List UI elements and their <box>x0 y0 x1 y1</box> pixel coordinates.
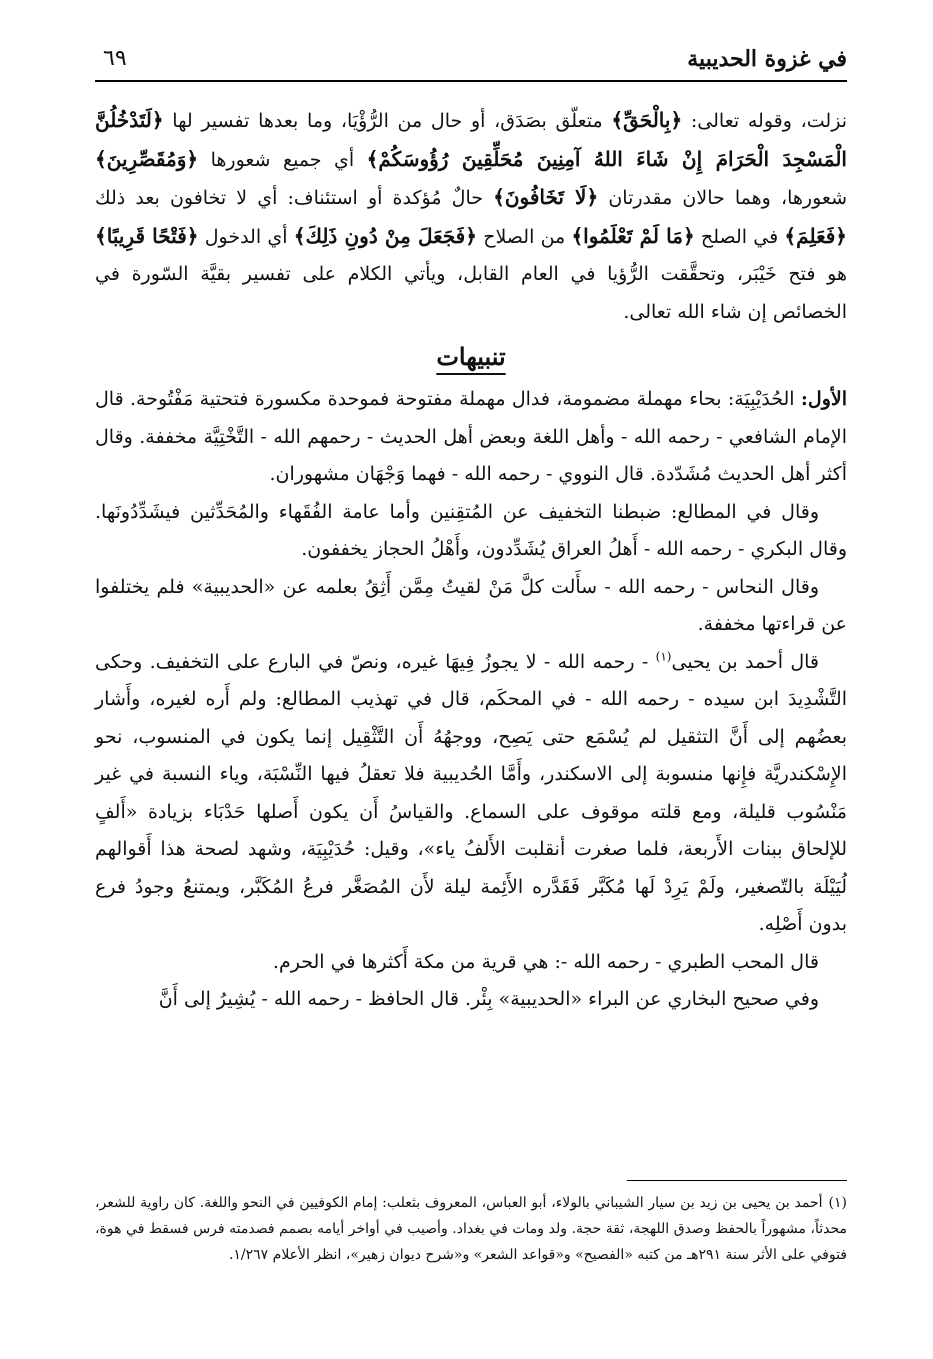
quran-quote: ﴿فَعَلِمَ﴾ <box>784 223 847 248</box>
paragraph-2 <box>95 381 847 494</box>
footnote-reference[interactable]: (١) <box>655 649 672 664</box>
quran-quote: ﴿فَجَعَلَ مِنْ دُونِ ذَلِكَ﴾ <box>293 223 477 248</box>
main-text <box>95 102 847 1019</box>
text-run: أي الدخول <box>198 225 294 248</box>
paragraph-4: وقال النحاس - رحمه الله - سأَلت كلَّ مَنْ لقيتُ مِمَّن أَثِقُ بعلمه عن «الحديبية» فلم يختلفوا عن قراءتها مخففة. <box>95 575 847 635</box>
footnote <box>95 1190 847 1268</box>
paragraph-6: قال المحب الطبري - رحمه الله -: هي قرية من مكة أَكثرها في الحرم. <box>272 950 819 973</box>
text-run: حالٌ مُؤكدة أو استئناف: أي لا تخافون بعد ذلك <box>95 187 494 209</box>
text-run: من الصلاح <box>476 225 572 248</box>
book-page <box>95 40 847 1340</box>
text-run: الحُدَيْبِيَة: بحاء مهملة مضمومة، فدال مهملة مفتوحة فموحدة مكسورة فتحتية مَفْتُوحة. قال الإمام الشافعي - رحمه الله - وأهل اللغة وبعض أهل الحديث - رحمهم الله - التَّخْتِيَّة مخففة. وقال أكثر أهل الحديث مُشَدّدة. قال النووي - رحمه الله - فهما وَجْهَان مشهوران. <box>95 388 847 485</box>
text-run: - رحمه الله - لا يجوزُ فِيهَا غيره، ونصّ في البارع على التخفيف. وحكى التَّشْدِيدَ ابن سيده - رحمه الله - في المحكَم، قال في تهذيب المطالع: ولم أَره لغيره، وأَشار بعضُهم إلى أَنَّ التثقيل لم يُسْمَع حتى يَصِح، ووجهُهُ أَن التَّثْقِيل إنما يكون في المنسوب، نحو الإِسْكندريَّة فإِنها منسوبة إلى الاسكندر، وأَمَّا الحُديبية فلا تعقلُ فيها النِّسْبَة، وياء النسبة في غير مَنْسُوب قليلة، ومع قلته موقوف على السماع. والقياسُ أَن يكون أَصلها حَدْبَاء بزيادة «أَلفٍ للإلحاق ببنات الأَربعة، فلما صغرت أنقلبت الأَلفُ ياء»، وقيل: حُدَيْبِيَة، وشهد لصحة هذا أَقوالهم لُيَيْلَة بالتّصغير، ولَمْ يَرِدْ لَها مُكَبَّر فَقَدَّره الأَئِمة ليلة لأَن المُصَغَّر فرعُ المُكَبَّر، ويمتنعُ وجودُ فرع بدون أَصْلِه. <box>95 650 847 935</box>
paragraph-lead: الأول: <box>800 388 847 410</box>
text-run: أي جميع شعورها <box>198 148 367 171</box>
footnote-text: أحمد بن يحيى بن زيد بن سيار الشيباني بالولاء، أبو العباس، المعروف بثعلب: إمام الكوفيين في النحو واللغة. كان راوية للشعر، محدثاً، مشهوراً بالحفظ وصدق اللهجة، ثقة حجة. ولد ومات في بغداد. وأصيب في أواخر أيامه بصمم فصدمته فرس فسقط في هوة، فتوفي على الأثر سنة ٢٩١هـ من كتبه «الفصيح» و«قواعد الشعر» و«شرح ديوان زهير»، انظر الأعلام ١/٢٦٧. <box>95 1195 847 1263</box>
quran-quote: ﴿مَا لَمْ تَعْلَمُوا﴾ <box>571 223 695 248</box>
footnote-divider <box>627 1180 847 1181</box>
running-head-title: في غزوة الحديبية <box>687 46 847 72</box>
text-run: متعلّق بصَدَق، أو حال من الرُّؤْيَا، وما بعدها تفسير لها <box>163 110 612 132</box>
quran-quote: ﴿لَتَدْخُلُنَّ الْمَسْجِدَ الْحَرَامَ إِنْ شَاءَ اللهُ آمِنِينَ مُحَلِّقِينَ رُؤُوسَكُمْ﴾ <box>95 108 847 171</box>
text-run: نزلت، وقوله تعالى: <box>682 110 847 132</box>
paragraph-1 <box>95 102 847 331</box>
quran-quote: ﴿وَمُقَصِّرِينَ﴾ <box>95 146 199 171</box>
text-run: قال أحمد بن يحيى <box>671 650 820 673</box>
text-run: هو فتح خَيْبَر، وتحقَّقت الرُّؤيا في العام القابل، ويأتي الكلام على تفسير بقيَّة السّورة في الخصائص إن شاء الله تعالى. <box>95 263 847 323</box>
paragraph-7: وفي صحيح البخاري عن البراء «الحديبية» بِئْر. قال الحافظ - رحمه الله - يُشِيرُ إلى أَنَّ <box>158 988 819 1010</box>
text-run: شعورها، وهما حالان مقدرتان <box>598 187 847 209</box>
section-heading: تنبيهات <box>436 342 506 371</box>
text-run: في الصلح <box>694 225 785 248</box>
paragraph-3: وقال في المطالع: ضبطنا التخفيف عن المُتقِنين وأما عامة الفُقَهاء والمُحَدِّثين فيشَدِّدُونَها. وقال البكري - رحمه الله - أَهلُ العراق يُشَدِّدون، وأَهْلُ الحجاز يخففون. <box>95 500 847 560</box>
quran-quote: ﴿بِالْحَقِّ﴾ <box>611 108 683 132</box>
footnote-number: (١) <box>828 1195 847 1211</box>
quran-quote: ﴿لَا تَخَافُونَ﴾ <box>493 185 599 209</box>
running-head <box>95 40 847 82</box>
page-number: ٦٩ <box>103 46 127 71</box>
paragraph-5 <box>95 644 847 944</box>
quran-quote: ﴿فَتْحًا قَرِيبًا﴾ <box>95 223 199 248</box>
